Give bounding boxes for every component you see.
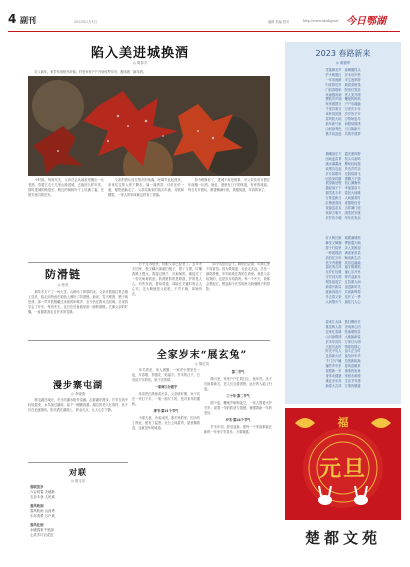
article4-author: ◎ 黎红英 — [194, 362, 210, 366]
article3-title: 漫步寨屯湖 — [52, 381, 103, 391]
masthead — [8, 12, 400, 30]
article2-body-mid: 日子过得很快，转眼父亲已经老了。去年冬天回家，他又翻出那副旧链子，擦了又擦，叮嘱我路上慢点。我接过链子，沉甸甸的，像接过了一份沉甸甸的爱。防滑链防的是路滑，护的是人心。有些东西，看似普通，却能在关键时刻让人心安。这大概就是父爱吧，不声不响，却始终在。 — [132, 262, 202, 296]
article1-title: 陷入美进城换酒 — [90, 46, 189, 61]
article1-body-right: 如今路修好了，进城不再是难事，可父亲依旧习惯在年前酿一坛酒。他说，酒里有日子的味道，有家的味道。每当打开酒坛，醇香飘满小院，我便知道，年真的来了。 — [188, 178, 270, 192]
divider-3 — [28, 462, 128, 463]
sidebar-author: ◎ 黄德军 — [335, 61, 351, 65]
card-seal: 福 — [337, 416, 349, 429]
couplet-lower: 丰年美景 万户欢 — [30, 514, 55, 518]
article4-col2: 第二节气 腊月里，家家户户忙着扫尘、备年货。孩子们盼着新衣，老人们念着团圆，远行的人踏上归途。 三十年·第二节气 除夕夜，鞭炮声响彻夜空，一家人围着火炉守岁，说着一年的收获与遗憾，憧憬着新一年的美好。 岁末·第24个节气 岁末年初，辞旧迎新。愿每一个家庭都能在新的一年里平安喜乐，万事顺遂。 — [204, 370, 272, 434]
couplet-head: 春风化雨 — [30, 523, 44, 527]
masthead-rule — [8, 31, 400, 32]
section-name: 副刊 — [20, 16, 36, 25]
article4-title: 全家岁末“展玄兔” — [156, 350, 248, 361]
couplet-upper: 六合同春 天地新 — [30, 490, 55, 494]
article1-author: ◎ 胡春平 — [132, 61, 148, 65]
couplet-author: ◎ 胡玉庆 — [70, 479, 86, 483]
article4-subhead: 季节·第21个节气 — [153, 409, 179, 413]
divider-2 — [28, 340, 270, 341]
couplet-item — [30, 523, 128, 538]
article4-subhead: 第二节气 — [231, 370, 245, 374]
new-year-card — [285, 408, 401, 520]
site-url: http://www.ntoday.net — [303, 19, 339, 23]
article4-subhead: 三十年·第二节气 — [226, 394, 250, 398]
sidebar-poem-2: 晨曦染东方 霞光照四野 田间麦苗青 枝头鸟雀鸣 溪水潺潺流 柳丝轻轻摇 炊烟袅袅起 乡音声声亲 岁月如歌吟 光阴似箭飞 回首来时路 感慨万千情 展望新征程 信心满胸怀 撸起袖子干 幸福靠奋斗 瑞雪兆丰年 春回大地暖 万象更新日 人间最美时 红梅迎春放 喜鹊报佳音 祝福送亲友 吉祥满门庭 家和万事兴 国泰民安康 岁岁有今朝 年年庆有余 — [325, 152, 361, 220]
sidebar-title: 2023 春路新来 — [315, 49, 371, 58]
couplet-item — [30, 504, 128, 519]
sidebar-poem-3: 灯火映长街 欢歌满城郭 舞龙又舞狮 锣鼓震天响 游子归故里 亲人笑相迎 一杯团圆酒 满桌家常菜 话旧忆当年 畅谈新生活 老少齐欢聚 其乐也融融 窗花剪吉祥 福字倒着贴 压岁红包暖 童心乐开怀 守岁到天明 钟声迎新年 烟花绽夜空 五彩照人间 新春开新局 奋进新时代 砥砺再前行 共创新辉煌 冬去春又来 花开又一季 人间烟火气 最抚凡人心 — [325, 236, 361, 304]
couplet-upper: 水暖春来千里绿 — [30, 528, 54, 532]
footer-brand: 楚都文苑 — [304, 529, 381, 547]
article2-body-left: 那年冬天下了一场大雪，山路结了厚厚的冰。父亲开着拖拉机去镇上送货，临走前特意在轮胎上缠好了防滑链。他说，雪天路滑，链子就是命。那一声声铁链碾过冰面的咔嚓声，至今仍在我耳边回响。后来我学会了开车，每到冬天，也总在后备箱里备一副防滑链。它像父亲的叮嘱，一直跟着我走过许多风雪路。 — [28, 290, 128, 314]
couplet-title: 对联 — [69, 467, 87, 477]
couplet-lower: 五谷丰登 人民欢 — [30, 495, 55, 499]
couplet-upper: 春风吹雨 山河秀 — [30, 509, 55, 513]
article2-title: 防滑链 — [45, 268, 81, 281]
article2-author: ◎ 张虎 — [57, 283, 69, 287]
frosted-leaves-illustration — [28, 76, 270, 176]
article4-col1: 年关将至，家人团聚，一家老小围坐在一起，写春联、剪窗花、贴福字。岁末的日子，总有说不完的话，叙不完的情。 一家两口分着字 母亲把红纸裁成长条，父亲研好墨，孩子们在一旁打下手。一笔一画写下的，是对来年的期盼。 季节·第21个节气 小寒大寒，冷成冰团。寒冬里的家，因为有了彼此，便有了温度。灶台上炖着肉，屋里飘着香，这就是年的味道。 — [132, 368, 200, 430]
couplet-lower: 心灵手巧百花红 — [30, 533, 54, 537]
article2-body-right: 如今雪依旧会下，路依旧会滑，可我心里不再害怕。因为我知道，无论走多远，总有一副防滑链，牢牢地系在我的生命里。那是父亲给我的，也是岁月给我的。每一个冬天，我都会想起它，想起那个在雪地里为我缠链子的背影。 — [206, 262, 270, 291]
article4-subhead: 岁末·第24个节气 — [225, 418, 251, 422]
brand-logo: 今日鄂湖 — [346, 16, 386, 27]
editor-line: 编辑 美编 校对 — [268, 20, 290, 24]
sidebar-poem-4: 春来江水绿 燕归柳丝长 桃花映人面 杏雨润心田 农家忙春耕 牧童唱短笛 山川添锦绣 大地换新装 岁末年初时 万家灯火明 天涯共此时 情系故园心 时光不负人 奋斗正当时 且将新火试 莫负好年华 千门万户瞳 总把新桃换 爆竹声中岁 春风送暖来 祝愿新一年 事事皆如意 身体永健康 家庭永和睦 事业步步高 生活节节甜 新春大吉祥 万事皆顺遂 — [325, 320, 361, 388]
page-number: 4 — [8, 12, 17, 26]
article1-body-mid: 父亲把酒坛放在集市的角落，吆喝声此起彼伏。来来往往的人停下脚步，闻一闻酒香，讨价还价一番，便把酒换走了。父亲用换来的钱买年画、对联和糖果，一家人的年味就这样有了着落。 — [108, 178, 184, 197]
article4-subhead: 一家两口分着字 — [154, 385, 178, 389]
couplet-head: 春风吹雨 — [30, 504, 44, 508]
issue-date: 2025年2月1日 — [74, 20, 98, 24]
couplet-head: 春联贺岁 — [30, 485, 44, 489]
article1-body-left: 小时候，每到年关，父亲总会从地窖里搬出一坛老酒，背着它走十几里山路进城，去换回几样年货。那时进城的路很长，路边的枫树叶子上结满了霜，在晨光里闪着亮光。 — [28, 178, 104, 197]
article3-body: 寨屯湖在城北，冬日的湖水格外清澈。沿着湖岸漫步，芦苇在风中轻轻摇曳，水鸟掠过湖面，留下一圈圈涟漪。湖边的老人在垂钓，孩子们在追逐嬉戏。阳光洒在湖面上，碎金点点，让人心生宁静。 — [28, 398, 128, 412]
article3-author: ◎ 李晓燕 — [70, 392, 86, 396]
article1-body-top: 走入新年，家乡年俗格外浓郁，村里家家户户开始张罗年货，酿米酒、换年酒。 — [28, 70, 146, 74]
couplet-list — [30, 485, 128, 538]
leaf-photo — [28, 76, 270, 176]
card-stamp: 元旦 — [318, 456, 367, 482]
sidebar-poem-1: 雪落静无声 寒梅傲枝头 炉火映窗红 岁末话乡愁 一年风雨路 半生逐梦游 归来辞旧岁 新春喜相逢 门前春联贴 院里灯笼挂 孩童嬉戏闹 老人笑开颜 锣鼓声声响 鞭炮阵阵鸣 家家团圆日 户户乐融融 千里共明月 万家庆丰年 举杯同祝愿 岁岁皆平安 春风吹大地 万物始复苏 新年新气象 前程似锦绣 山河添秀色 日月换新天 携手同奋进 共筑中国梦 — [325, 68, 361, 136]
couplet-item — [30, 485, 128, 500]
